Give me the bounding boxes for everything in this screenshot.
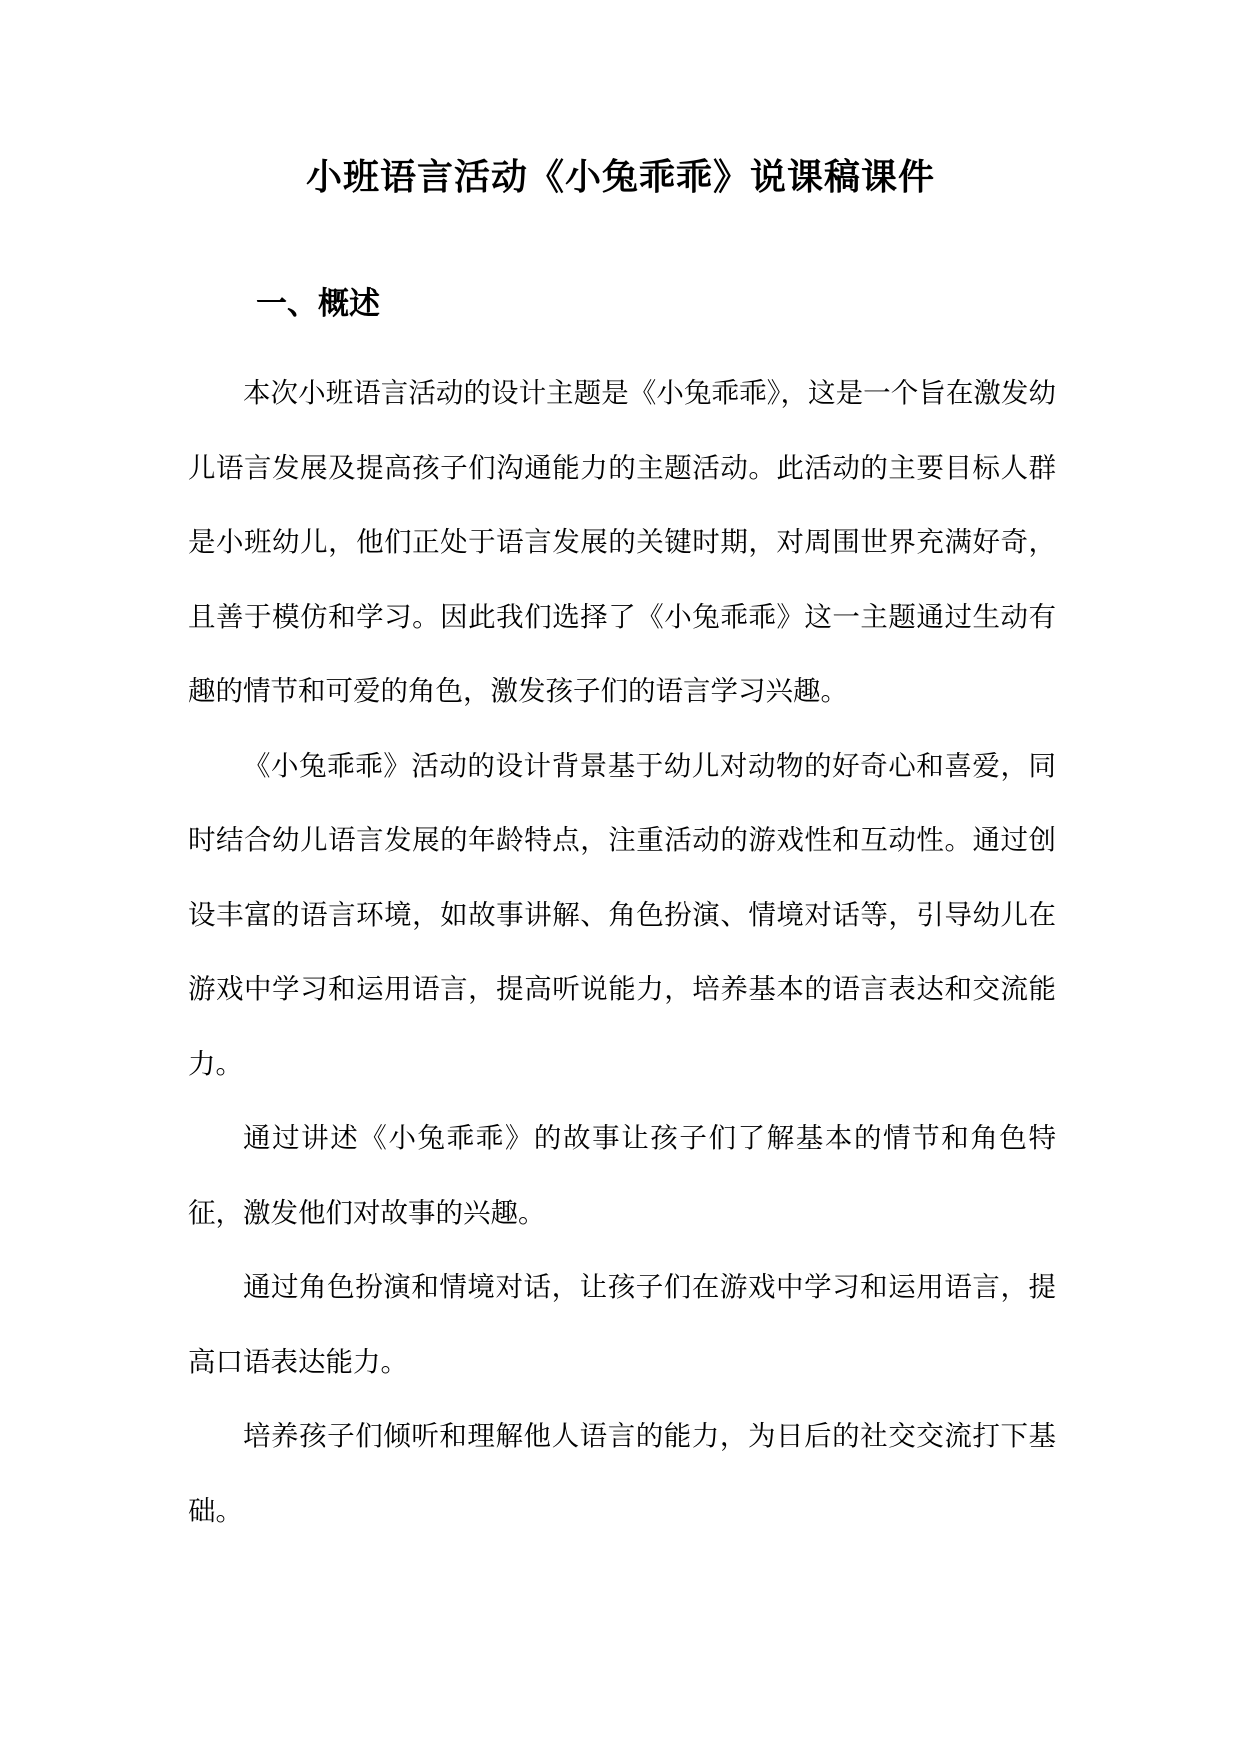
paragraph-theme-intro: 本次小班语言活动的设计主题是《小兔乖乖》，这是一个旨在激发幼儿语言发展及提高孩子们沟通能力的主题活动。此活动的主要目标人群是小班幼儿，他们正处于语言发展的关键时期，对周围世界充满好奇，且善于模仿和学习。因此我们选择了《小兔乖乖》这一主题通过生动有趣的情节和可爱的角色，激发孩子们的语言学习兴趣。: [188, 377, 1056, 707]
paragraph-design-background: 《小兔乖乖》活动的设计背景基于幼儿对动物的好奇心和喜爱，同时结合幼儿语言发展的年龄特点，注重活动的游戏性和互动性。通过创设丰富的语言环境，如故事讲解、角色扮演、情境对话等，引导幼儿在游戏中学习和运用语言，提高听说能力，培养基本的语言表达和交流能力。: [188, 749, 1056, 1080]
paragraph-goal-story: 通过讲述《小兔乖乖》的故事让孩子们了解基本的情节和角色特征，激发他们对故事的兴趣。: [188, 1122, 1056, 1229]
section-heading-overview: 一、概述: [256, 286, 380, 322]
section-body-overview: [188, 356, 1056, 1548]
paragraph-goal-roleplay: 通过角色扮演和情境对话，让孩子们在游戏中学习和运用语言，提高口语表达能力。: [188, 1271, 1056, 1378]
paragraph-goal-listening: 培养孩子们倾听和理解他人语言的能力，为日后的社交交流打下基础。: [188, 1420, 1056, 1527]
document-title: 小班语言活动《小兔乖乖》说课稿课件: [305, 156, 935, 198]
